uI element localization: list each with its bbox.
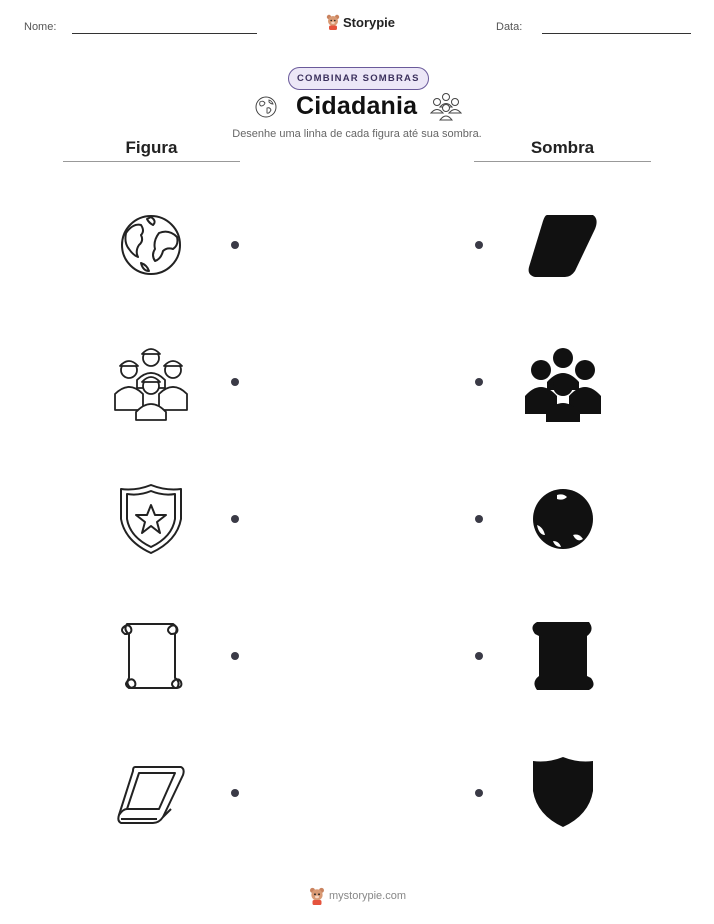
shield-shadow-icon[interactable] bbox=[523, 753, 603, 833]
name-label: Nome: bbox=[24, 21, 57, 33]
column-divider-right bbox=[474, 161, 651, 162]
star-shield-icon[interactable] bbox=[111, 479, 191, 559]
page-title: Cidadania bbox=[296, 92, 418, 120]
column-header-shadow: Sombra bbox=[530, 138, 595, 157]
match-dot-figure-1[interactable] bbox=[231, 241, 239, 249]
book-shadow-icon[interactable] bbox=[523, 205, 603, 285]
match-dot-shadow-2[interactable] bbox=[475, 378, 483, 386]
people-group-icon bbox=[430, 91, 462, 121]
match-dot-figure-3[interactable] bbox=[231, 515, 239, 523]
activity-badge: COMBINAR SOMBRAS bbox=[288, 67, 429, 90]
date-line[interactable] bbox=[542, 33, 691, 34]
footer bbox=[309, 887, 406, 905]
people-group-icon[interactable] bbox=[111, 342, 191, 422]
globe-shadow-icon[interactable] bbox=[523, 479, 603, 559]
globe-icon bbox=[254, 95, 278, 119]
match-dot-figure-2[interactable] bbox=[231, 378, 239, 386]
globe-icon[interactable] bbox=[111, 205, 191, 285]
match-dot-shadow-5[interactable] bbox=[475, 789, 483, 797]
bear-mascot-icon bbox=[309, 887, 325, 905]
bear-mascot-icon bbox=[326, 14, 340, 30]
date-label: Data: bbox=[496, 21, 523, 33]
brand-logo bbox=[326, 14, 395, 30]
match-dot-shadow-3[interactable] bbox=[475, 515, 483, 523]
match-dot-shadow-1[interactable] bbox=[475, 241, 483, 249]
scroll-icon[interactable] bbox=[111, 616, 191, 696]
brand-name: Storypie bbox=[343, 14, 396, 30]
match-dot-figure-4[interactable] bbox=[231, 652, 239, 660]
match-dot-shadow-4[interactable] bbox=[475, 652, 483, 660]
people-group-shadow-icon[interactable] bbox=[523, 342, 603, 422]
match-dot-figure-5[interactable] bbox=[231, 789, 239, 797]
scroll-shadow-icon[interactable] bbox=[523, 616, 603, 696]
book-icon[interactable] bbox=[111, 753, 191, 833]
instructions: Desenhe uma linha de cada figura até sua sombra. bbox=[232, 128, 482, 140]
name-line[interactable] bbox=[72, 33, 257, 34]
footer-url[interactable]: mystorypie.com bbox=[329, 890, 407, 902]
column-divider-left bbox=[63, 161, 240, 162]
column-header-figure: Figura bbox=[125, 138, 178, 157]
